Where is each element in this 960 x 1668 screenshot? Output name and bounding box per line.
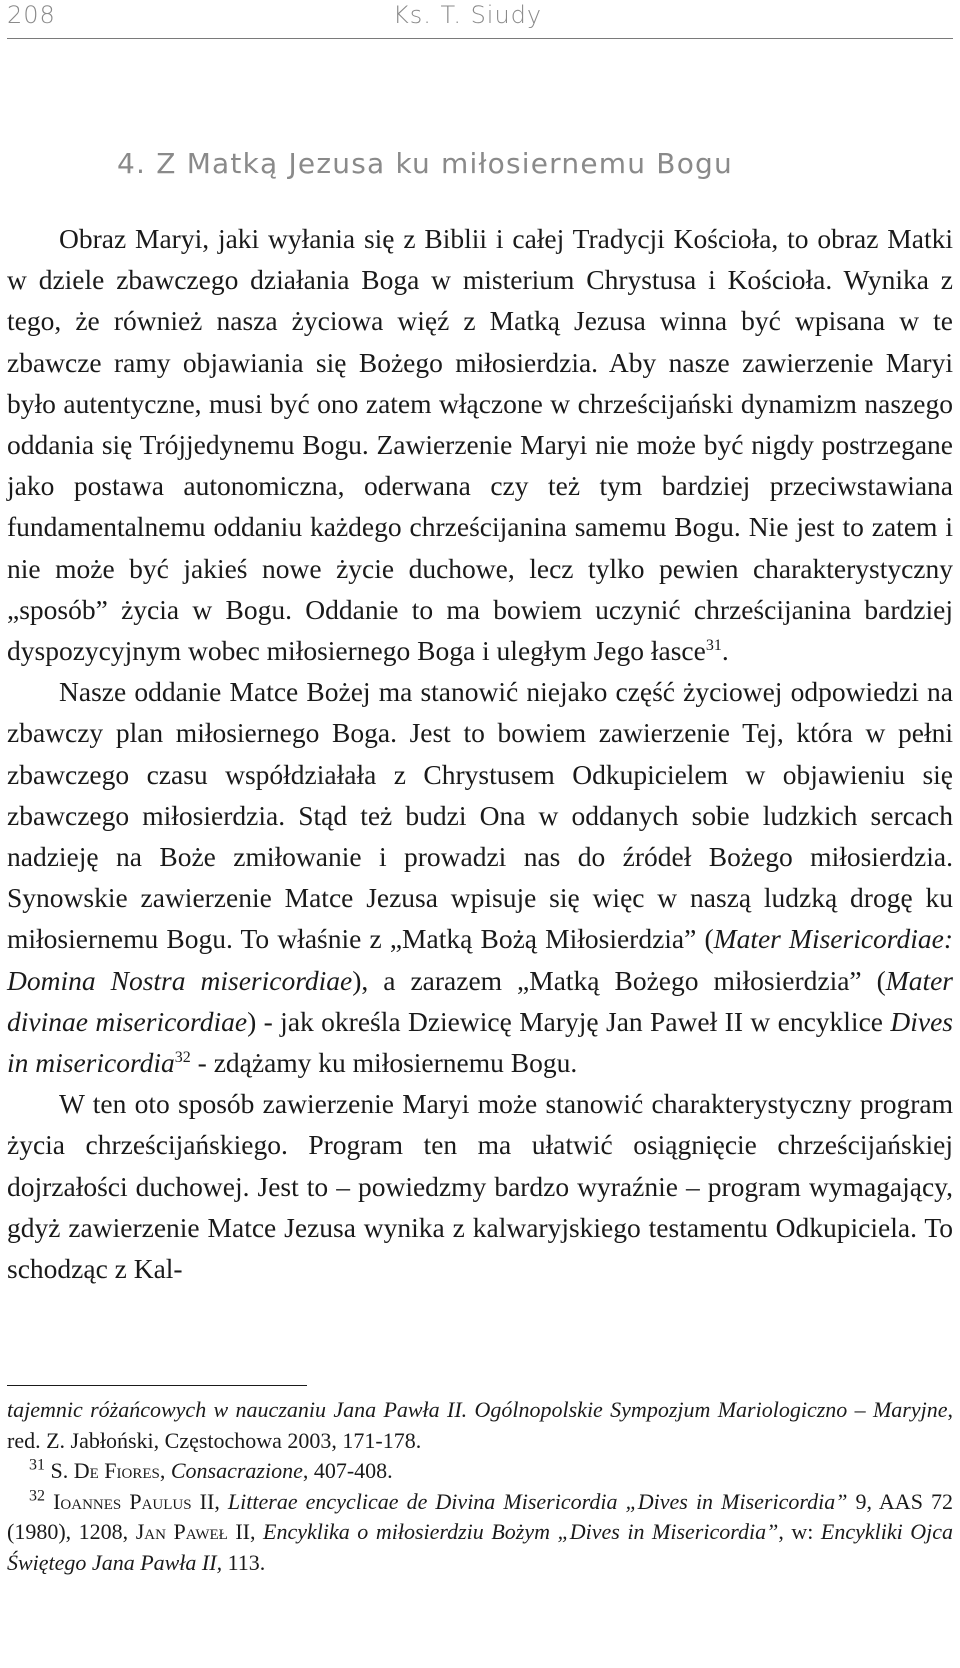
- footnotes: [7, 1395, 953, 1578]
- paragraph-1: Obraz Maryi, jaki wyłania się z Biblii i całej Tradycji Kościoła, to obraz Matki w dziele zbawczego działania Boga w misterium Chrystusa i Kościoła. Wynika z tego, że również nasza życiowa więź z Matką Jezusa winna być wpisana w te zbawcze ramy objawiania się Bożego miłosierdzia. Aby nasze zawierzenie Maryi było autentyczne, musi być ono zatem włączone w chrześcijański dynamizm naszego oddania się Trójjedynemu Bogu. Zawierzenie Maryi nie może być nigdy postrzegane jako postawa autonomiczna, oderwana czy też tym bardziej przeciwstawiana fundamentalnemu oddaniu każdego chrześcijanina samemu Bogu. Nie jest to zatem i nie może być jakieś nowe życie duchowe, lecz tylko pewien charakterystyczny „sposób” życia w Bogu. Oddanie to ma bowiem uczynić chrześcijanina bardziej dyspozycyjnym wobec miłosiernego Boga i uległym Jego łasce$^{31}$.: [7, 223, 953, 667]
- section-title: 4. Z Matką Jezusa ku miłosiernemu Bogu: [117, 147, 733, 180]
- footnote-continuation: tajemnic różańcowych w nauczaniu Jana Pawła II. Ogólnopolskie Sympozjum Mariologiczno – Maryjne, red. Z. Jabłoński, Częstochowa 2003, 171-178.: [7, 1397, 953, 1453]
- page-number: 208: [7, 1, 56, 29]
- footnote-32: $^{32}$ Ioannes Paulus II, Litterae encyclicae de Divina Misericordia „Dives in Misericordia” 9, AAS 72 (1980), 1208, Jan Paweł II, Encyklika o miłosierdziu Bożym „Dives in Misericordia”, w: Encykliki Ojca Świętego Jana Pawła II, 113.: [7, 1487, 954, 1575]
- running-head-author: Ks. T. Siudy: [393, 1, 543, 29]
- paragraph-3: W ten oto sposób zawierzenie Maryi może stanowić charakterystyczny program życia chrześcijańskiego. Program ten ma ułatwić osiągnięcie chrześcijańskiej dojrzałości duchowej. Jest to – powiedzmy bardzo wyraźnie – program wymagający, gdyż zawierzenie Matce Jezusa wynika z kalwaryjskiego testamentu Odkupiciela. To schodząc z Kal-: [7, 1088, 953, 1285]
- paragraph-2: Nasze oddanie Matce Bożej ma stanowić niejako część życiowej odpowiedzi na zbawczy plan miłosiernego Boga. Jest to bowiem zawierzenie Tej, która w pełni zbawczego czasu współdziałała z Chrystusem Odkupicielem w objawieniu się zbawczego miłosierdzia. Stąd też budzi Ona w oddanych sobie ludzkich sercach nadzieję na Boże zmiłowanie i prowadzi nas do źródeł Bożego miłosierdzia. Synowskie zawierzenie Matce Jezusa wpisuje się więc w naszą ludzką drogę ku miłosiernemu Bogu. To właśnie z „Matką Bożą Miłosierdzia” (Mater Misericordiae: Domina Nostra misericordiae), a zarazem „Matką Bożego miłosierdzia” (Mater divinae misericordiae) - jak określa Dziewicę Maryję Jan Paweł II w encyklice Dives in misericordia$^{32}$ - zdążamy ku miłosiernemu Bogu.: [7, 676, 954, 1079]
- footnote-31: $^{31}$ S. De Fiores, Consacrazione, 407-408.: [29, 1456, 393, 1483]
- footnote-ref-31[interactable]: 31: [705, 636, 722, 654]
- footnote-ref-32[interactable]: 32: [174, 1048, 191, 1066]
- footnote-divider: [7, 1385, 307, 1386]
- running-header: [7, 0, 953, 39]
- body-text: [7, 218, 953, 1289]
